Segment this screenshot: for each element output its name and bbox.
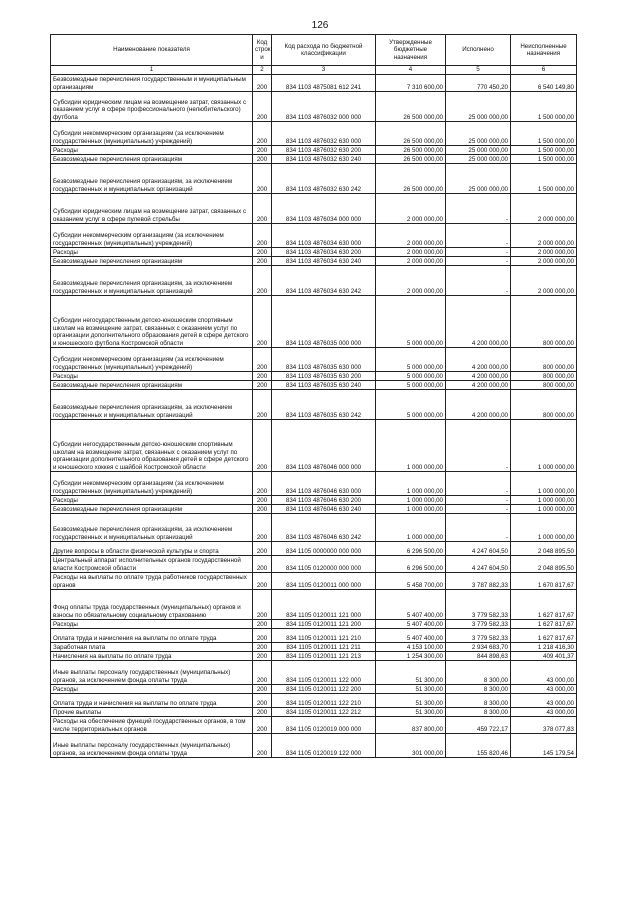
table-row [51, 224, 577, 248]
row-budget-code: 834 1103 4876034 630 240 [272, 257, 376, 266]
row-line-code: 200 [253, 390, 272, 420]
column-number: 6 [511, 66, 577, 75]
row-unexecuted-value: 2 000 000,00 [511, 257, 577, 266]
row-executed-value: 3 779 582,33 [446, 629, 511, 643]
row-approved-value: 26 500 000,00 [376, 164, 446, 194]
row-approved-value: 26 500 000,00 [376, 92, 446, 122]
table-row [51, 155, 577, 164]
row-budget-code: 834 1103 4876035 630 200 [272, 372, 376, 381]
row-executed-value: 25 000 000,00 [446, 164, 511, 194]
row-executed-value: 8 300,00 [446, 708, 511, 717]
row-executed-value: 3 787 882,33 [446, 573, 511, 590]
row-executed-value: 25 000 000,00 [446, 146, 511, 155]
budget-execution-table [50, 34, 577, 758]
table-row [51, 685, 577, 694]
row-line-code: 200 [253, 296, 272, 348]
row-budget-code: 834 1105 0120011 121 213 [272, 652, 376, 661]
row-line-code: 200 [253, 496, 272, 505]
row-budget-code: 834 1103 4876046 630 000 [272, 472, 376, 496]
row-indicator-name: Иные выплаты персоналу государственных (муниципальных) органов, за исключением фонда оплаты труда [51, 734, 253, 758]
row-line-code: 200 [253, 556, 272, 573]
row-executed-value: - [446, 194, 511, 224]
table-header-row [51, 35, 577, 66]
row-budget-code: 834 1103 4876034 630 000 [272, 224, 376, 248]
header-budget-code: Код расхода по бюджетной классификации [272, 35, 376, 66]
row-line-code: 200 [253, 652, 272, 661]
row-budget-code: 834 1103 4876046 000 000 [272, 420, 376, 472]
row-unexecuted-value: 1 000 000,00 [511, 420, 577, 472]
row-approved-value: 1 254 300,00 [376, 652, 446, 661]
row-approved-value: 5 407 400,00 [376, 620, 446, 629]
row-unexecuted-value: 1 627 817,67 [511, 590, 577, 620]
row-indicator-name: Оплата труда и начисления на выплаты по оплате труда [51, 629, 253, 643]
row-executed-value: 8 300,00 [446, 694, 511, 708]
row-indicator-name: Безвозмездные перечисления организациям [51, 155, 253, 164]
table-row [51, 661, 577, 685]
column-number: 4 [376, 66, 446, 75]
row-approved-value: 5 000 000,00 [376, 296, 446, 348]
row-line-code: 200 [253, 694, 272, 708]
row-line-code: 200 [253, 643, 272, 652]
row-unexecuted-value: 1 218 416,30 [511, 643, 577, 652]
table-row [51, 694, 577, 708]
column-number-row [51, 66, 577, 75]
row-indicator-name: Безвозмездные перечисления организациям, за исключением государственных и муниципальных организаций [51, 164, 253, 194]
row-approved-value: 5 000 000,00 [376, 390, 446, 420]
row-budget-code: 834 1105 0120011 121 200 [272, 620, 376, 629]
row-line-code: 200 [253, 573, 272, 590]
row-indicator-name: Расходы [51, 685, 253, 694]
row-budget-code: 834 1103 4875081 612 241 [272, 75, 376, 92]
row-approved-value: 1 000 000,00 [376, 496, 446, 505]
table-row [51, 629, 577, 643]
row-executed-value: - [446, 496, 511, 505]
row-line-code: 200 [253, 514, 272, 542]
row-approved-value: 5 458 700,00 [376, 573, 446, 590]
row-line-code: 200 [253, 164, 272, 194]
row-line-code: 200 [253, 92, 272, 122]
row-budget-code: 834 1103 4876032 630 000 [272, 122, 376, 146]
row-indicator-name: Субсидии некоммерческим организациям (за исключением государственных (муниципальных) учреждений) [51, 122, 253, 146]
table-row [51, 348, 577, 372]
row-unexecuted-value: 2 048 895,50 [511, 556, 577, 573]
table-row [51, 248, 577, 257]
row-approved-value: 5 000 000,00 [376, 348, 446, 372]
row-line-code: 200 [253, 194, 272, 224]
row-executed-value: 8 300,00 [446, 661, 511, 685]
row-executed-value: 25 000 000,00 [446, 122, 511, 146]
row-budget-code: 834 1103 4876032 000 000 [272, 92, 376, 122]
header-executed: Исполнено [446, 35, 511, 66]
row-approved-value: 6 296 500,00 [376, 542, 446, 556]
row-executed-value: 4 200 000,00 [446, 381, 511, 390]
row-indicator-name: Расходы на выплаты по оплате труда работников государственных органов [51, 573, 253, 590]
row-executed-value: 770 450,20 [446, 75, 511, 92]
table-row [51, 590, 577, 620]
header-indicator-name: Наименование показателя [51, 35, 253, 66]
row-approved-value: 2 000 000,00 [376, 248, 446, 257]
row-line-code: 200 [253, 348, 272, 372]
table-row [51, 194, 577, 224]
row-approved-value: 301 000,00 [376, 734, 446, 758]
row-executed-value: 4 247 604,50 [446, 542, 511, 556]
row-line-code: 200 [253, 542, 272, 556]
row-approved-value: 2 000 000,00 [376, 266, 446, 296]
table-row [51, 372, 577, 381]
row-executed-value: 4 200 000,00 [446, 348, 511, 372]
table-row [51, 420, 577, 472]
row-approved-value: 51 300,00 [376, 694, 446, 708]
row-indicator-name: Фонд оплаты труда государственных (муниципальных) органов и взносы по обязательному социальному страхованию [51, 590, 253, 620]
row-line-code: 200 [253, 734, 272, 758]
row-approved-value: 4 153 100,00 [376, 643, 446, 652]
row-unexecuted-value: 43 000,00 [511, 694, 577, 708]
row-indicator-name: Расходы [51, 146, 253, 155]
row-budget-code: 834 1105 0000000 000 000 [272, 542, 376, 556]
row-budget-code: 834 1103 4876046 630 200 [272, 496, 376, 505]
row-executed-value: - [446, 224, 511, 248]
row-unexecuted-value: 800 000,00 [511, 296, 577, 348]
row-indicator-name: Расходы [51, 248, 253, 257]
row-executed-value: - [446, 514, 511, 542]
row-executed-value: - [446, 420, 511, 472]
row-budget-code: 834 1103 4876032 630 240 [272, 155, 376, 164]
row-approved-value: 1 000 000,00 [376, 505, 446, 514]
row-budget-code: 834 1103 4876035 630 240 [272, 381, 376, 390]
row-budget-code: 834 1105 0120011 121 210 [272, 629, 376, 643]
row-executed-value: - [446, 472, 511, 496]
row-unexecuted-value: 2 000 000,00 [511, 266, 577, 296]
row-indicator-name: Прочие выплаты [51, 708, 253, 717]
row-unexecuted-value: 1 000 000,00 [511, 496, 577, 505]
table-row [51, 542, 577, 556]
row-unexecuted-value: 800 000,00 [511, 372, 577, 381]
row-indicator-name: Иные выплаты персоналу государственных (муниципальных) органов, за исключением фонда оплаты труда [51, 661, 253, 685]
row-budget-code: 834 1105 0120019 000 000 [272, 717, 376, 734]
table-row [51, 381, 577, 390]
row-approved-value: 5 407 400,00 [376, 590, 446, 620]
row-unexecuted-value: 2 000 000,00 [511, 248, 577, 257]
table-row [51, 92, 577, 122]
row-budget-code: 834 1103 4876032 630 242 [272, 164, 376, 194]
row-approved-value: 1 000 000,00 [376, 514, 446, 542]
table-row [51, 75, 577, 92]
row-indicator-name: Центральный аппарат исполнительных органов государственной власти Костромской области [51, 556, 253, 573]
row-budget-code: 834 1105 0120011 121 000 [272, 590, 376, 620]
row-unexecuted-value: 2 048 895,50 [511, 542, 577, 556]
row-indicator-name: Субсидии некоммерческим организациям (за исключением государственных (муниципальных) учреждений) [51, 224, 253, 248]
row-indicator-name: Безвозмездные перечисления организациям, за исключением государственных и муниципальных организаций [51, 514, 253, 542]
row-indicator-name: Начисления на выплаты по оплате труда [51, 652, 253, 661]
row-approved-value: 5 000 000,00 [376, 372, 446, 381]
row-executed-value: 4 247 604,50 [446, 556, 511, 573]
row-approved-value: 6 296 500,00 [376, 556, 446, 573]
row-indicator-name: Субсидии некоммерческим организациям (за исключением государственных (муниципальных) учреждений) [51, 472, 253, 496]
row-unexecuted-value: 1 000 000,00 [511, 514, 577, 542]
row-line-code: 200 [253, 685, 272, 694]
row-executed-value: 459 722,17 [446, 717, 511, 734]
row-budget-code: 834 1103 4876035 630 242 [272, 390, 376, 420]
row-budget-code: 834 1103 4876034 630 242 [272, 266, 376, 296]
row-unexecuted-value: 1 500 000,00 [511, 122, 577, 146]
table-row [51, 620, 577, 629]
row-unexecuted-value: 1 500 000,00 [511, 164, 577, 194]
row-budget-code: 834 1105 0120011 122 200 [272, 685, 376, 694]
header-line-code: Код строк и [253, 35, 272, 66]
row-approved-value: 7 310 600,00 [376, 75, 446, 92]
row-executed-value: 3 779 582,33 [446, 620, 511, 629]
row-budget-code: 834 1105 0120011 122 210 [272, 694, 376, 708]
row-unexecuted-value: 800 000,00 [511, 348, 577, 372]
row-budget-code: 834 1105 0120011 121 211 [272, 643, 376, 652]
row-unexecuted-value: 800 000,00 [511, 390, 577, 420]
row-approved-value: 26 500 000,00 [376, 146, 446, 155]
row-budget-code: 834 1105 0120019 122 000 [272, 734, 376, 758]
column-number: 1 [51, 66, 253, 75]
row-executed-value: 2 934 683,70 [446, 643, 511, 652]
row-line-code: 200 [253, 420, 272, 472]
row-executed-value: 844 898,63 [446, 652, 511, 661]
row-budget-code: 834 1103 4876035 000 000 [272, 296, 376, 348]
table-row [51, 296, 577, 348]
table-row [51, 505, 577, 514]
row-executed-value: 8 300,00 [446, 685, 511, 694]
table-row [51, 496, 577, 505]
table-row [51, 390, 577, 420]
column-number: 2 [253, 66, 272, 75]
row-approved-value: 51 300,00 [376, 708, 446, 717]
row-approved-value: 1 000 000,00 [376, 472, 446, 496]
row-budget-code: 834 1105 0120000 000 000 [272, 556, 376, 573]
row-executed-value: - [446, 257, 511, 266]
row-line-code: 200 [253, 155, 272, 164]
table-row [51, 717, 577, 734]
row-executed-value: - [446, 248, 511, 257]
table-row [51, 122, 577, 146]
row-indicator-name: Заработная плата [51, 643, 253, 652]
table-row [51, 514, 577, 542]
row-executed-value: 155 820,46 [446, 734, 511, 758]
row-unexecuted-value: 1 627 817,67 [511, 629, 577, 643]
row-line-code: 200 [253, 620, 272, 629]
row-approved-value: 26 500 000,00 [376, 122, 446, 146]
table-row [51, 643, 577, 652]
row-line-code: 200 [253, 122, 272, 146]
row-indicator-name: Безвозмездные перечисления организациям [51, 257, 253, 266]
row-executed-value: 4 200 000,00 [446, 296, 511, 348]
header-approved: Утвержденные бюджетные назначения [376, 35, 446, 66]
row-line-code: 200 [253, 590, 272, 620]
row-unexecuted-value: 2 000 000,00 [511, 224, 577, 248]
row-line-code: 200 [253, 505, 272, 514]
row-indicator-name: Субсидии некоммерческим организациям (за исключением государственных (муниципальных) учреждений) [51, 348, 253, 372]
row-line-code: 200 [253, 75, 272, 92]
row-executed-value: 4 200 000,00 [446, 372, 511, 381]
row-unexecuted-value: 378 077,83 [511, 717, 577, 734]
table-row [51, 652, 577, 661]
row-indicator-name: Расходы [51, 372, 253, 381]
row-approved-value: 26 500 000,00 [376, 155, 446, 164]
row-unexecuted-value: 43 000,00 [511, 708, 577, 717]
row-unexecuted-value: 1 500 000,00 [511, 155, 577, 164]
row-indicator-name: Субсидии негосударственным детско-юношеским спортивным школам на возмещение затрат, связанных с оказанием услуг по организации дополнительного образования детей в сфере детского и юношеского хоккея с шайбой Костромской области [51, 420, 253, 472]
row-indicator-name: Другие вопросы в области физической культуры и спорта [51, 542, 253, 556]
row-indicator-name: Безвозмездные перечисления организациям, за исключением государственных и муниципальных организаций [51, 266, 253, 296]
row-line-code: 200 [253, 248, 272, 257]
row-approved-value: 2 000 000,00 [376, 224, 446, 248]
row-executed-value: 25 000 000,00 [446, 92, 511, 122]
row-unexecuted-value: 1 500 000,00 [511, 92, 577, 122]
row-line-code: 200 [253, 146, 272, 155]
row-line-code: 200 [253, 661, 272, 685]
row-indicator-name: Субсидии юридическим лицам на возмещение затрат, связанных с оказанием услуг в сфере пулевой стрельбы [51, 194, 253, 224]
row-indicator-name: Оплата труда и начисления на выплаты по оплате труда [51, 694, 253, 708]
row-unexecuted-value: 43 000,00 [511, 661, 577, 685]
row-budget-code: 834 1105 0120011 122 212 [272, 708, 376, 717]
row-unexecuted-value: 1 627 817,67 [511, 620, 577, 629]
table-body [51, 75, 577, 758]
table-row [51, 708, 577, 717]
row-executed-value: - [446, 266, 511, 296]
row-budget-code: 834 1103 4876046 630 240 [272, 505, 376, 514]
row-budget-code: 834 1103 4876032 630 200 [272, 146, 376, 155]
row-line-code: 200 [253, 257, 272, 266]
row-line-code: 200 [253, 708, 272, 717]
column-number: 3 [272, 66, 376, 75]
row-budget-code: 834 1103 4876034 000 000 [272, 194, 376, 224]
row-approved-value: 5 000 000,00 [376, 381, 446, 390]
row-unexecuted-value: 6 540 149,80 [511, 75, 577, 92]
row-approved-value: 5 407 400,00 [376, 629, 446, 643]
row-indicator-name: Безвозмездные перечисления организациям, за исключением государственных и муниципальных организаций [51, 390, 253, 420]
column-number: 5 [446, 66, 511, 75]
table-row [51, 266, 577, 296]
header-unexecuted: Неисполненные назначения [511, 35, 577, 66]
row-approved-value: 1 000 000,00 [376, 420, 446, 472]
row-line-code: 200 [253, 266, 272, 296]
row-approved-value: 51 300,00 [376, 685, 446, 694]
row-executed-value: 25 000 000,00 [446, 155, 511, 164]
table-row [51, 146, 577, 155]
row-unexecuted-value: 1 000 000,00 [511, 505, 577, 514]
row-approved-value: 2 000 000,00 [376, 194, 446, 224]
row-approved-value: 51 300,00 [376, 661, 446, 685]
row-executed-value: 3 779 582,33 [446, 590, 511, 620]
row-executed-value: 4 200 000,00 [446, 390, 511, 420]
row-line-code: 200 [253, 717, 272, 734]
row-budget-code: 834 1103 4876046 630 242 [272, 514, 376, 542]
row-indicator-name: Безвозмездные перечисления государственным и муниципальным организациям [51, 75, 253, 92]
row-indicator-name: Субсидии негосударственным детско-юношеским спортивным школам на возмещение затрат, связанных с оказанием услуг по организации дополнительного образования детей в сфере детского и юношеского футбола Костромской области [51, 296, 253, 348]
row-unexecuted-value: 2 000 000,00 [511, 194, 577, 224]
row-indicator-name: Расходы на обеспечение функций государственных органов, в том числе территориальных органов [51, 717, 253, 734]
row-indicator-name: Безвозмездные перечисления организациям [51, 505, 253, 514]
table-row [51, 556, 577, 573]
table-row [51, 472, 577, 496]
row-executed-value: - [446, 505, 511, 514]
table-row [51, 164, 577, 194]
row-unexecuted-value: 409 401,37 [511, 652, 577, 661]
row-unexecuted-value: 1 670 817,67 [511, 573, 577, 590]
row-unexecuted-value: 1 000 000,00 [511, 472, 577, 496]
row-budget-code: 834 1105 0120011 122 000 [272, 661, 376, 685]
row-indicator-name: Расходы [51, 496, 253, 505]
row-line-code: 200 [253, 372, 272, 381]
row-unexecuted-value: 145 179,54 [511, 734, 577, 758]
row-indicator-name: Расходы [51, 620, 253, 629]
row-line-code: 200 [253, 224, 272, 248]
row-unexecuted-value: 800 000,00 [511, 381, 577, 390]
table-row [51, 573, 577, 590]
row-unexecuted-value: 1 500 000,00 [511, 146, 577, 155]
row-indicator-name: Субсидии юридическим лицам на возмещение затрат, связанных с оказанием услуг в сфере профессионального (нелюбительского) футбола [51, 92, 253, 122]
row-line-code: 200 [253, 381, 272, 390]
table-row [51, 734, 577, 758]
row-unexecuted-value: 43 000,00 [511, 685, 577, 694]
row-line-code: 200 [253, 472, 272, 496]
row-budget-code: 834 1103 4876035 630 000 [272, 348, 376, 372]
row-indicator-name: Безвозмездные перечисления организациям [51, 381, 253, 390]
row-line-code: 200 [253, 629, 272, 643]
row-approved-value: 837 800,00 [376, 717, 446, 734]
table-row [51, 257, 577, 266]
row-budget-code: 834 1105 0120011 000 000 [272, 573, 376, 590]
page-number: 126 [311, 20, 329, 31]
row-budget-code: 834 1103 4876034 630 200 [272, 248, 376, 257]
row-approved-value: 2 000 000,00 [376, 257, 446, 266]
